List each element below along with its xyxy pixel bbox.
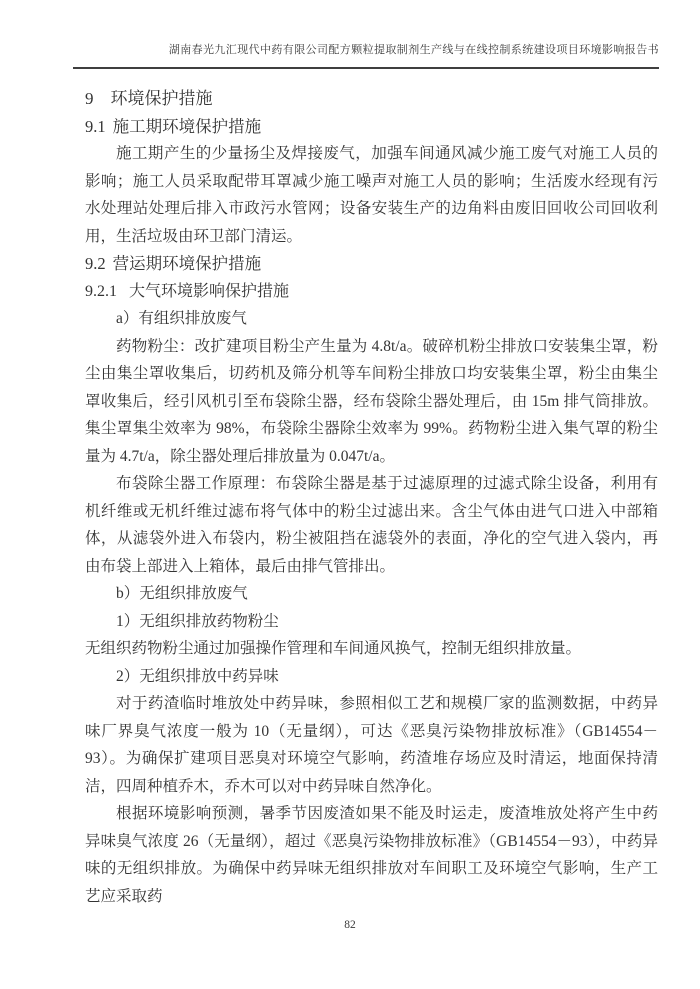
paragraph-construction-period: 施工期产生的少量扬尘及焊接废气，加强车间通风减少施工废气对施工人员的影响；施工人员采取配带耳罩减少施工噪声对施工人员的影响；生活废水经现有污水处理站处理后排入市政污水管网；设备安装生产的边角料由废旧回收公司回收利用，生活垃圾由环卫部门清运。 bbox=[85, 145, 658, 245]
page-header-title: 湖南春光九汇现代中药有限公司配方颗粒提取制剂生产线与在线控制系统建设项目环境影响报告书 bbox=[73, 42, 659, 69]
list-item-a-organized-exhaust: a）有组织排放废气 bbox=[116, 310, 247, 327]
list-item-b-fugitive-exhaust: b）无组织排放废气 bbox=[116, 585, 248, 602]
page-number: 82 bbox=[344, 919, 356, 931]
heading-title: 环境保护措施 bbox=[110, 89, 213, 108]
list-item-1-fugitive-dust: 1）无组织排放药物粉尘 bbox=[116, 612, 279, 630]
heading-number: 9.2 bbox=[85, 254, 106, 273]
paragraph-fugitive-dust-control: 无组织药物粉尘通过加强操作管理和车间通风换气，控制无组织排放量。 bbox=[85, 640, 582, 657]
heading-9-1 bbox=[85, 113, 658, 141]
document-body bbox=[85, 85, 658, 910]
heading-title: 施工期环境保护措施 bbox=[112, 116, 262, 136]
heading-9-2 bbox=[85, 250, 658, 278]
heading-chapter-9 bbox=[85, 85, 658, 113]
paragraph-baghouse-principle: 布袋除尘器工作原理：布袋除尘器是基于过滤原理的过滤式除尘设备，利用有机纤维或无机纤维过滤布将气体中的粉尘过滤出来。含尘气体由进气口进入中部箱体，从滤袋外进入布袋内，粉尘被阻挡在滤袋外的表面，净化的空气进入袋内，再由布袋上部进入上箱体，最后由排气管排出。 bbox=[85, 475, 658, 575]
heading-number: 9.1 bbox=[85, 116, 106, 136]
heading-number: 9 bbox=[85, 89, 94, 108]
heading-number: 9.2.1 bbox=[85, 282, 117, 300]
paragraph-odor-standard: 对于药渣临时堆放处中药异味，参照相似工艺和规模厂家的监测数据，中药异味厂界臭气浓度一般为 10（无量纲），可达《恶臭污染物排放标准》（GB14554－93）。为确保扩建项目恶臭对环境空气影响，药渣堆存场应及时清运，地面保持清洁，四周种植乔木，乔木可以对中药异味自然净化。 bbox=[85, 695, 658, 795]
paragraph-drug-dust: 药物粉尘：改扩建项目粉尘产生量为 4.8t/a。破碎机粉尘排放口安装集尘罩，粉尘由集尘罩收集后，切药机及筛分机等车间粉尘排放口均安装集尘罩，粉尘由集尘罩收集后，经引风机引至布袋除尘器，经布袋除尘器处理后，由 15m 排气筒排放。集尘罩集尘效率为 98%，布袋除尘器除尘效率为 99%。药物粉尘进入集气罩的粉尘量为 4.7t/a，除尘器处理后排放量为 0.047t/a。 bbox=[85, 337, 658, 465]
heading-9-2-1 bbox=[85, 278, 658, 306]
heading-title: 大气环境影响保护措施 bbox=[129, 282, 290, 300]
list-item-2-tcm-odor: 2）无组织排放中药异味 bbox=[116, 667, 279, 685]
heading-title: 营运期环境保护措施 bbox=[112, 254, 262, 273]
paragraph-odor-prediction: 根据环境影响预测，暑季节因废渣如果不能及时运走，废渣堆放处将产生中药异味臭气浓度 26（无量纲），超过《恶臭污染物排放标准》（GB14554－93），中药异味的无组织排放。为确保中药异味无组织排放对车间职工及环境空气影响，生产工艺应采取药 bbox=[85, 805, 658, 905]
